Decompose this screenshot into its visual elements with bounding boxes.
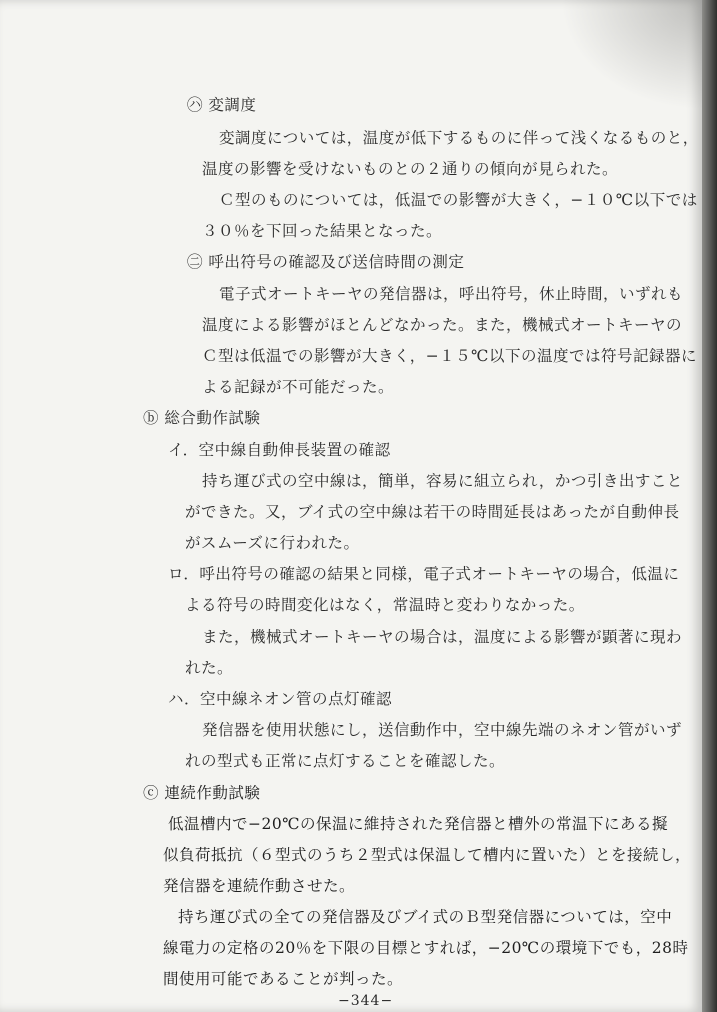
item-heading-callsign-result: ロ．呼出符号の確認の結果と同様，電子式オートキーヤの場合，低温に — [168, 565, 680, 583]
subsection-heading-modulation: ㋩ 変調度 — [187, 96, 257, 114]
body-line: ３０％を下回った結果となった。 — [202, 222, 443, 240]
page-edge-shadow — [702, 0, 717, 1012]
body-line: また，機械式オートキーヤの場合は，温度による影響が顕著に現わ — [202, 628, 683, 646]
body-line: よる符号の時間変化はなく，常温時と変わりなかった。 — [185, 596, 585, 614]
body-line: 温度の影響を受けないものとの２通りの傾向が見られた。 — [202, 160, 619, 178]
body-line: Ｃ型は低温での影響が大きく，−１５℃以下の温度では符号記録器に — [202, 347, 698, 365]
body-line: 間使用可能であることが判った。 — [163, 970, 404, 988]
section-heading-overall-test: ⓑ 総合動作試験 — [143, 409, 261, 427]
body-line: 電子式オートキーヤの発信器は，呼出符号，休止時間，いずれも — [219, 285, 684, 303]
body-line: 温度による影響がほとんどなかった。また，機械式オートキーヤの — [202, 316, 683, 334]
body-line: 持ち運び式の全ての発信器及びブイ式のＢ型発信器については，空中 — [178, 908, 673, 926]
body-line: れの型式も正常に点灯することを確認した。 — [185, 752, 506, 770]
item-heading-antenna: イ．空中線自動伸長装置の確認 — [168, 441, 391, 459]
body-line: 発信器を連続作動させた。 — [163, 877, 356, 895]
subsection-heading-callsign: ㊁ 呼出符号の確認及び送信時間の測定 — [187, 253, 465, 271]
body-line: 持ち運び式の空中線は，簡単，容易に組立られ，かつ引き出すこと — [202, 472, 683, 490]
section-heading-continuous-test: ⓒ 連続作動試験 — [143, 784, 261, 802]
body-line: Ｃ型のものについては，低温での影響が大きく，−１０℃以下では — [219, 191, 698, 209]
item-heading-neon: ハ．空中線ネオン管の点灯確認 — [168, 690, 393, 708]
page-shadow — [560, 0, 702, 110]
body-line: がスムーズに行われた。 — [185, 534, 360, 552]
body-line: 変調度については，温度が低下するものに伴って浅くなるものと， — [219, 129, 699, 147]
body-line: ができた。又，ブイ式の空中線は若干の時間延長はあったが自動伸長 — [185, 503, 680, 521]
body-line: よる記録が不可能だった。 — [202, 378, 395, 396]
body-line: 線電力の定格の20％を下限の目標とすれば，−20℃の環境下でも，28時 — [163, 939, 689, 957]
body-line: 低温槽内で−20℃の保温に維持された発信器と槽外の常温下にある擬 — [168, 815, 669, 833]
body-line: 発信器を使用状態にし，送信動作中，空中線先端のネオン管がいず — [202, 721, 683, 739]
body-line: れた。 — [185, 659, 234, 677]
body-line: 似負荷抵抗（６型式のうち２型式は保温して槽内に置いた）とを接続し， — [163, 846, 692, 864]
page-number: −344− — [338, 993, 394, 1009]
